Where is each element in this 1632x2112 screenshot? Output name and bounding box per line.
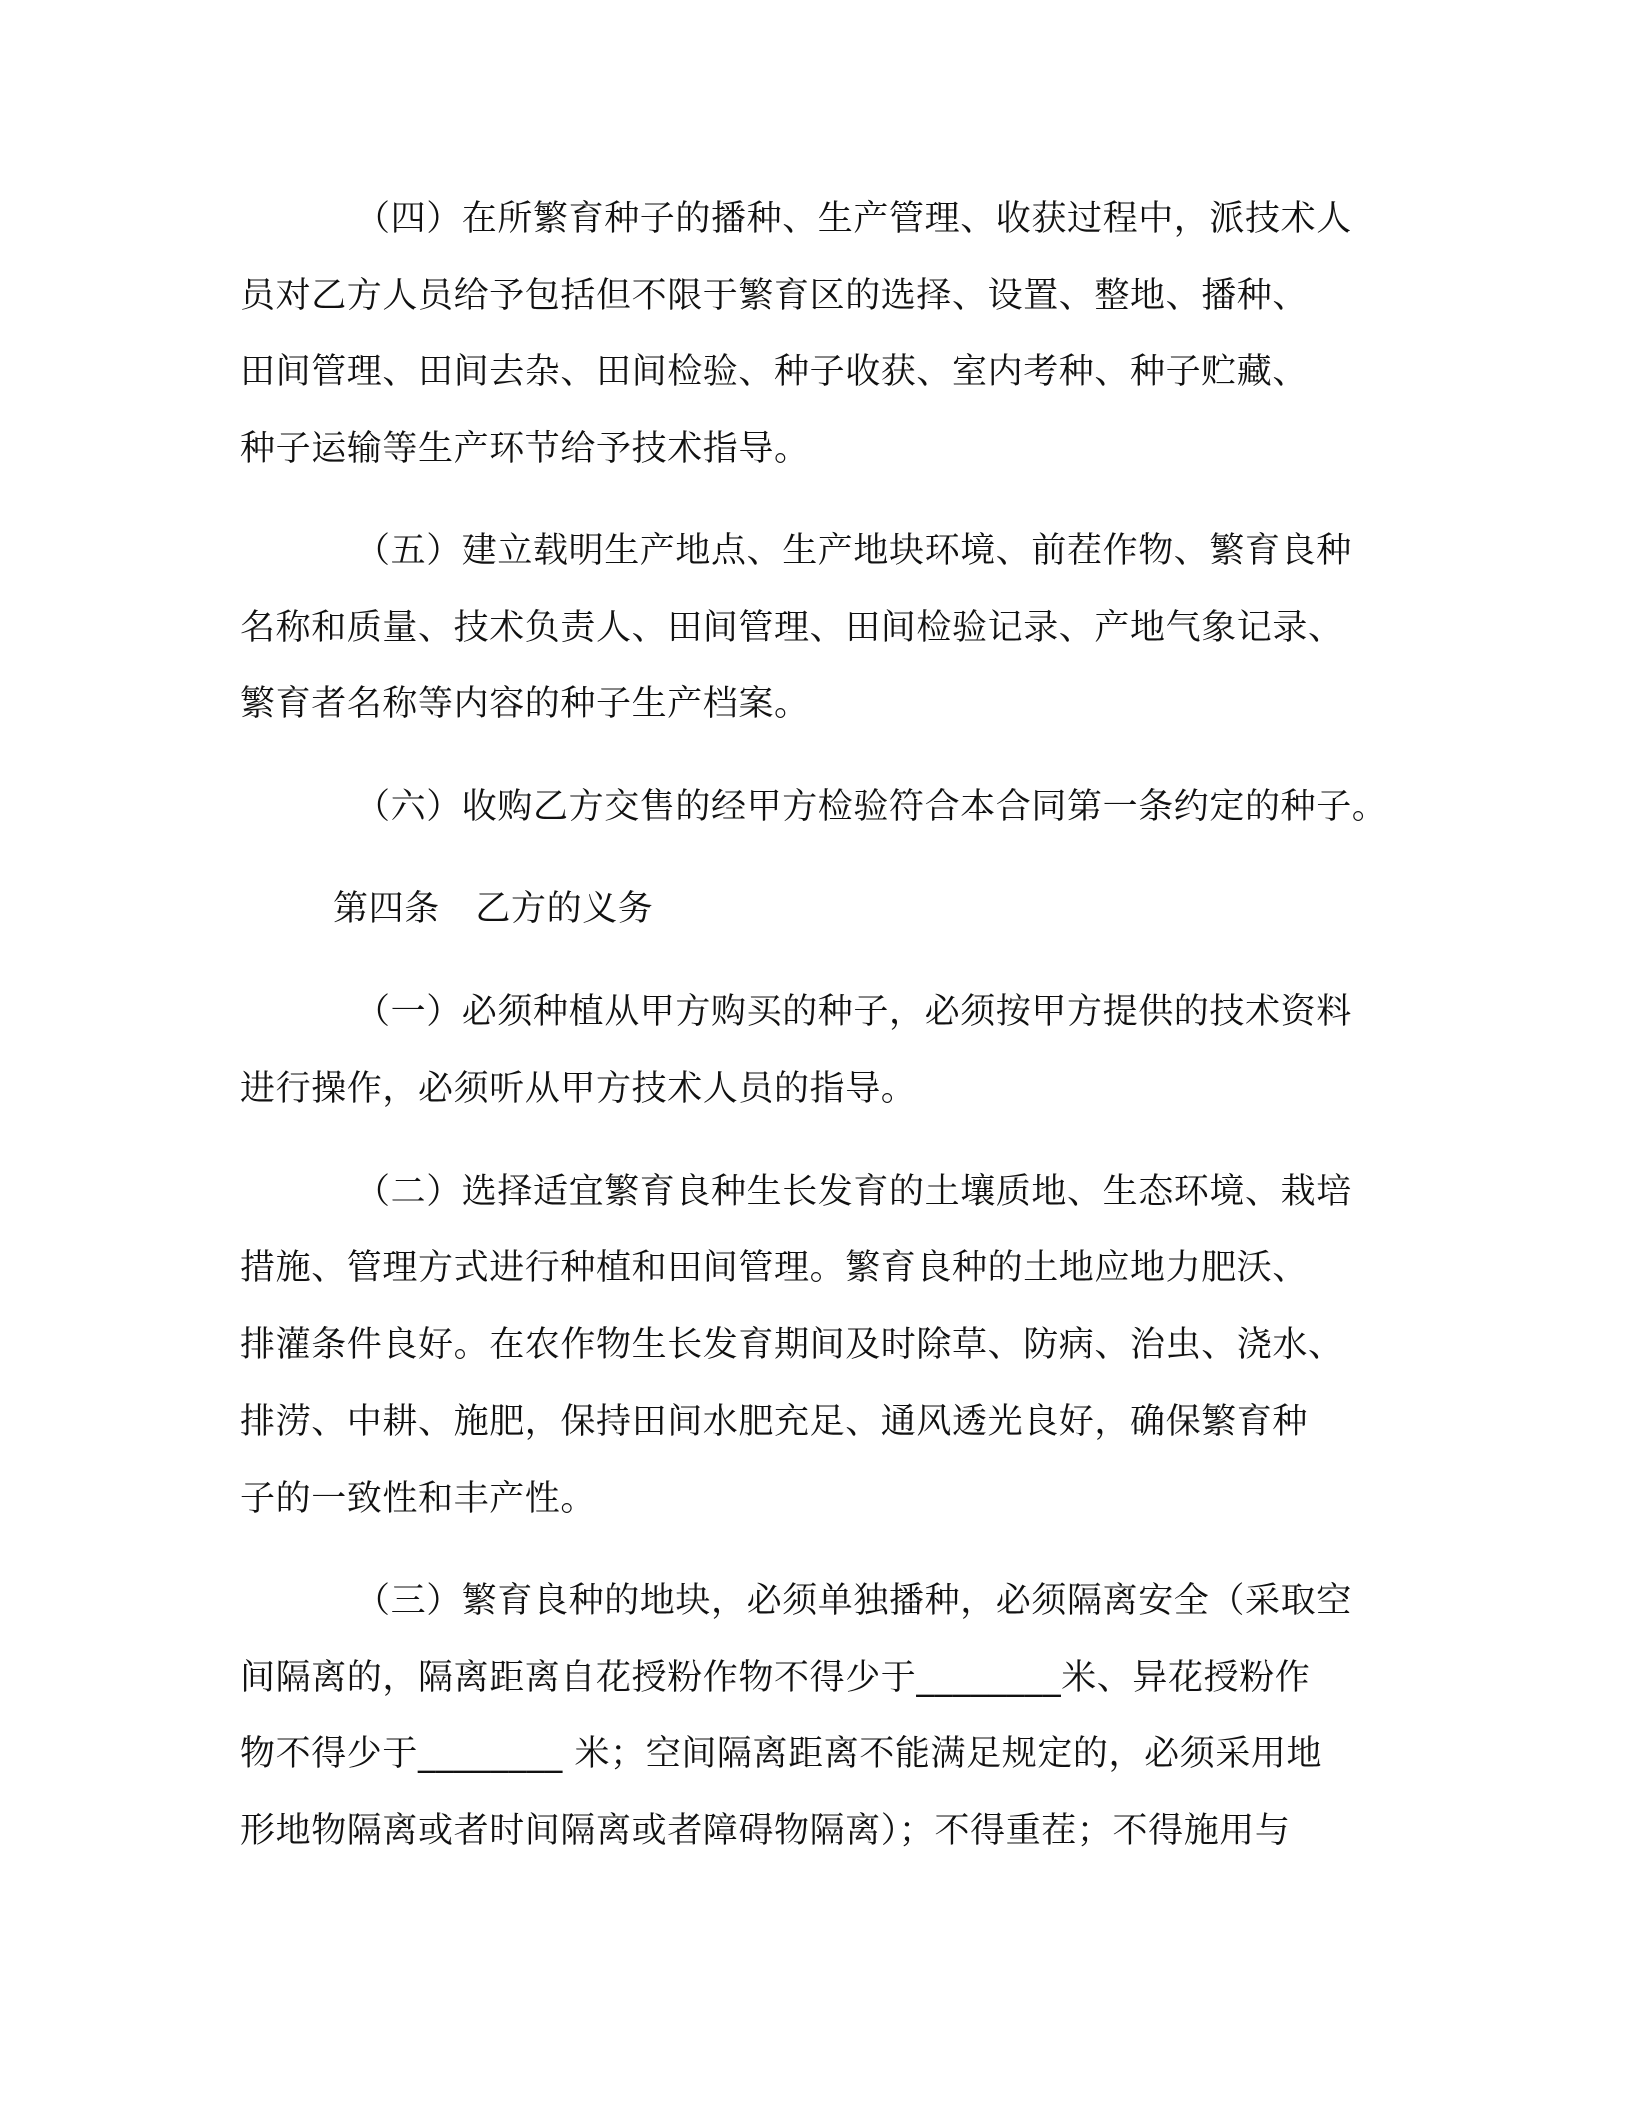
obligation-2-line-1: （二）选择适宜繁育良种生长发育的土壤质地、生态环境、栽培 [355,1172,1352,1212]
paragraph-5-line-2: 名称和质量、技术负责人、田间管理、田间检验记录、产地气象记录、 [240,608,1344,648]
obligation-3-line-2: 间隔离的，隔离距离自花授粉作物不得少于________米、异花授粉作 [240,1658,1311,1698]
paragraph-6-line-1: （六）收购乙方交售的经甲方检验符合本合同第一条约定的种子。 [355,787,1388,827]
paragraph-4-line-2: 员对乙方人员给予包括但不限于繁育区的选择、设置、整地、播种、 [240,276,1309,316]
obligation-2-line-5: 子的一致性和丰产性。 [240,1479,597,1519]
obligation-3-line-4: 形地物隔离或者时间隔离或者障碍物隔离）；不得重茬；不得施用与 [240,1811,1291,1851]
paragraph-5-line-3: 繁育者名称等内容的种子生产档案。 [240,684,810,724]
obligation-2-line-3: 排灌条件良好。在农作物生长发育期间及时除草、防病、治虫、浇水、 [240,1325,1344,1365]
article-4-heading: 第四条 乙方的义务 [333,889,654,929]
obligation-3-line-1: （三）繁育良种的地块，必须单独播种，必须隔离安全（采取空 [355,1581,1352,1621]
paragraph-4-line-4: 种子运输等生产环节给予技术指导。 [240,429,810,469]
obligation-2-line-4: 排涝、中耕、施肥，保持田间水肥充足、通风透光良好，确保繁育种 [240,1402,1309,1442]
obligation-1-line-1: （一）必须种植从甲方购买的种子，必须按甲方提供的技术资料 [355,992,1352,1032]
obligation-3-line-3: 物不得少于________ 米；空间隔离距离不能满足规定的，必须采用地 [240,1734,1323,1774]
obligation-2-line-2: 措施、管理方式进行种植和田间管理。繁育良种的土地应地力肥沃、 [240,1248,1309,1288]
paragraph-4-line-1: （四）在所繁育种子的播种、生产管理、收获过程中，派技术人 [355,199,1352,239]
paragraph-4-line-3: 田间管理、田间去杂、田间检验、种子收获、室内考种、种子贮藏、 [240,352,1309,392]
obligation-1-line-2: 进行操作，必须听从甲方技术人员的指导。 [240,1069,917,1109]
paragraph-5-line-1: （五）建立载明生产地点、生产地块环境、前茬作物、繁育良种 [355,531,1352,571]
